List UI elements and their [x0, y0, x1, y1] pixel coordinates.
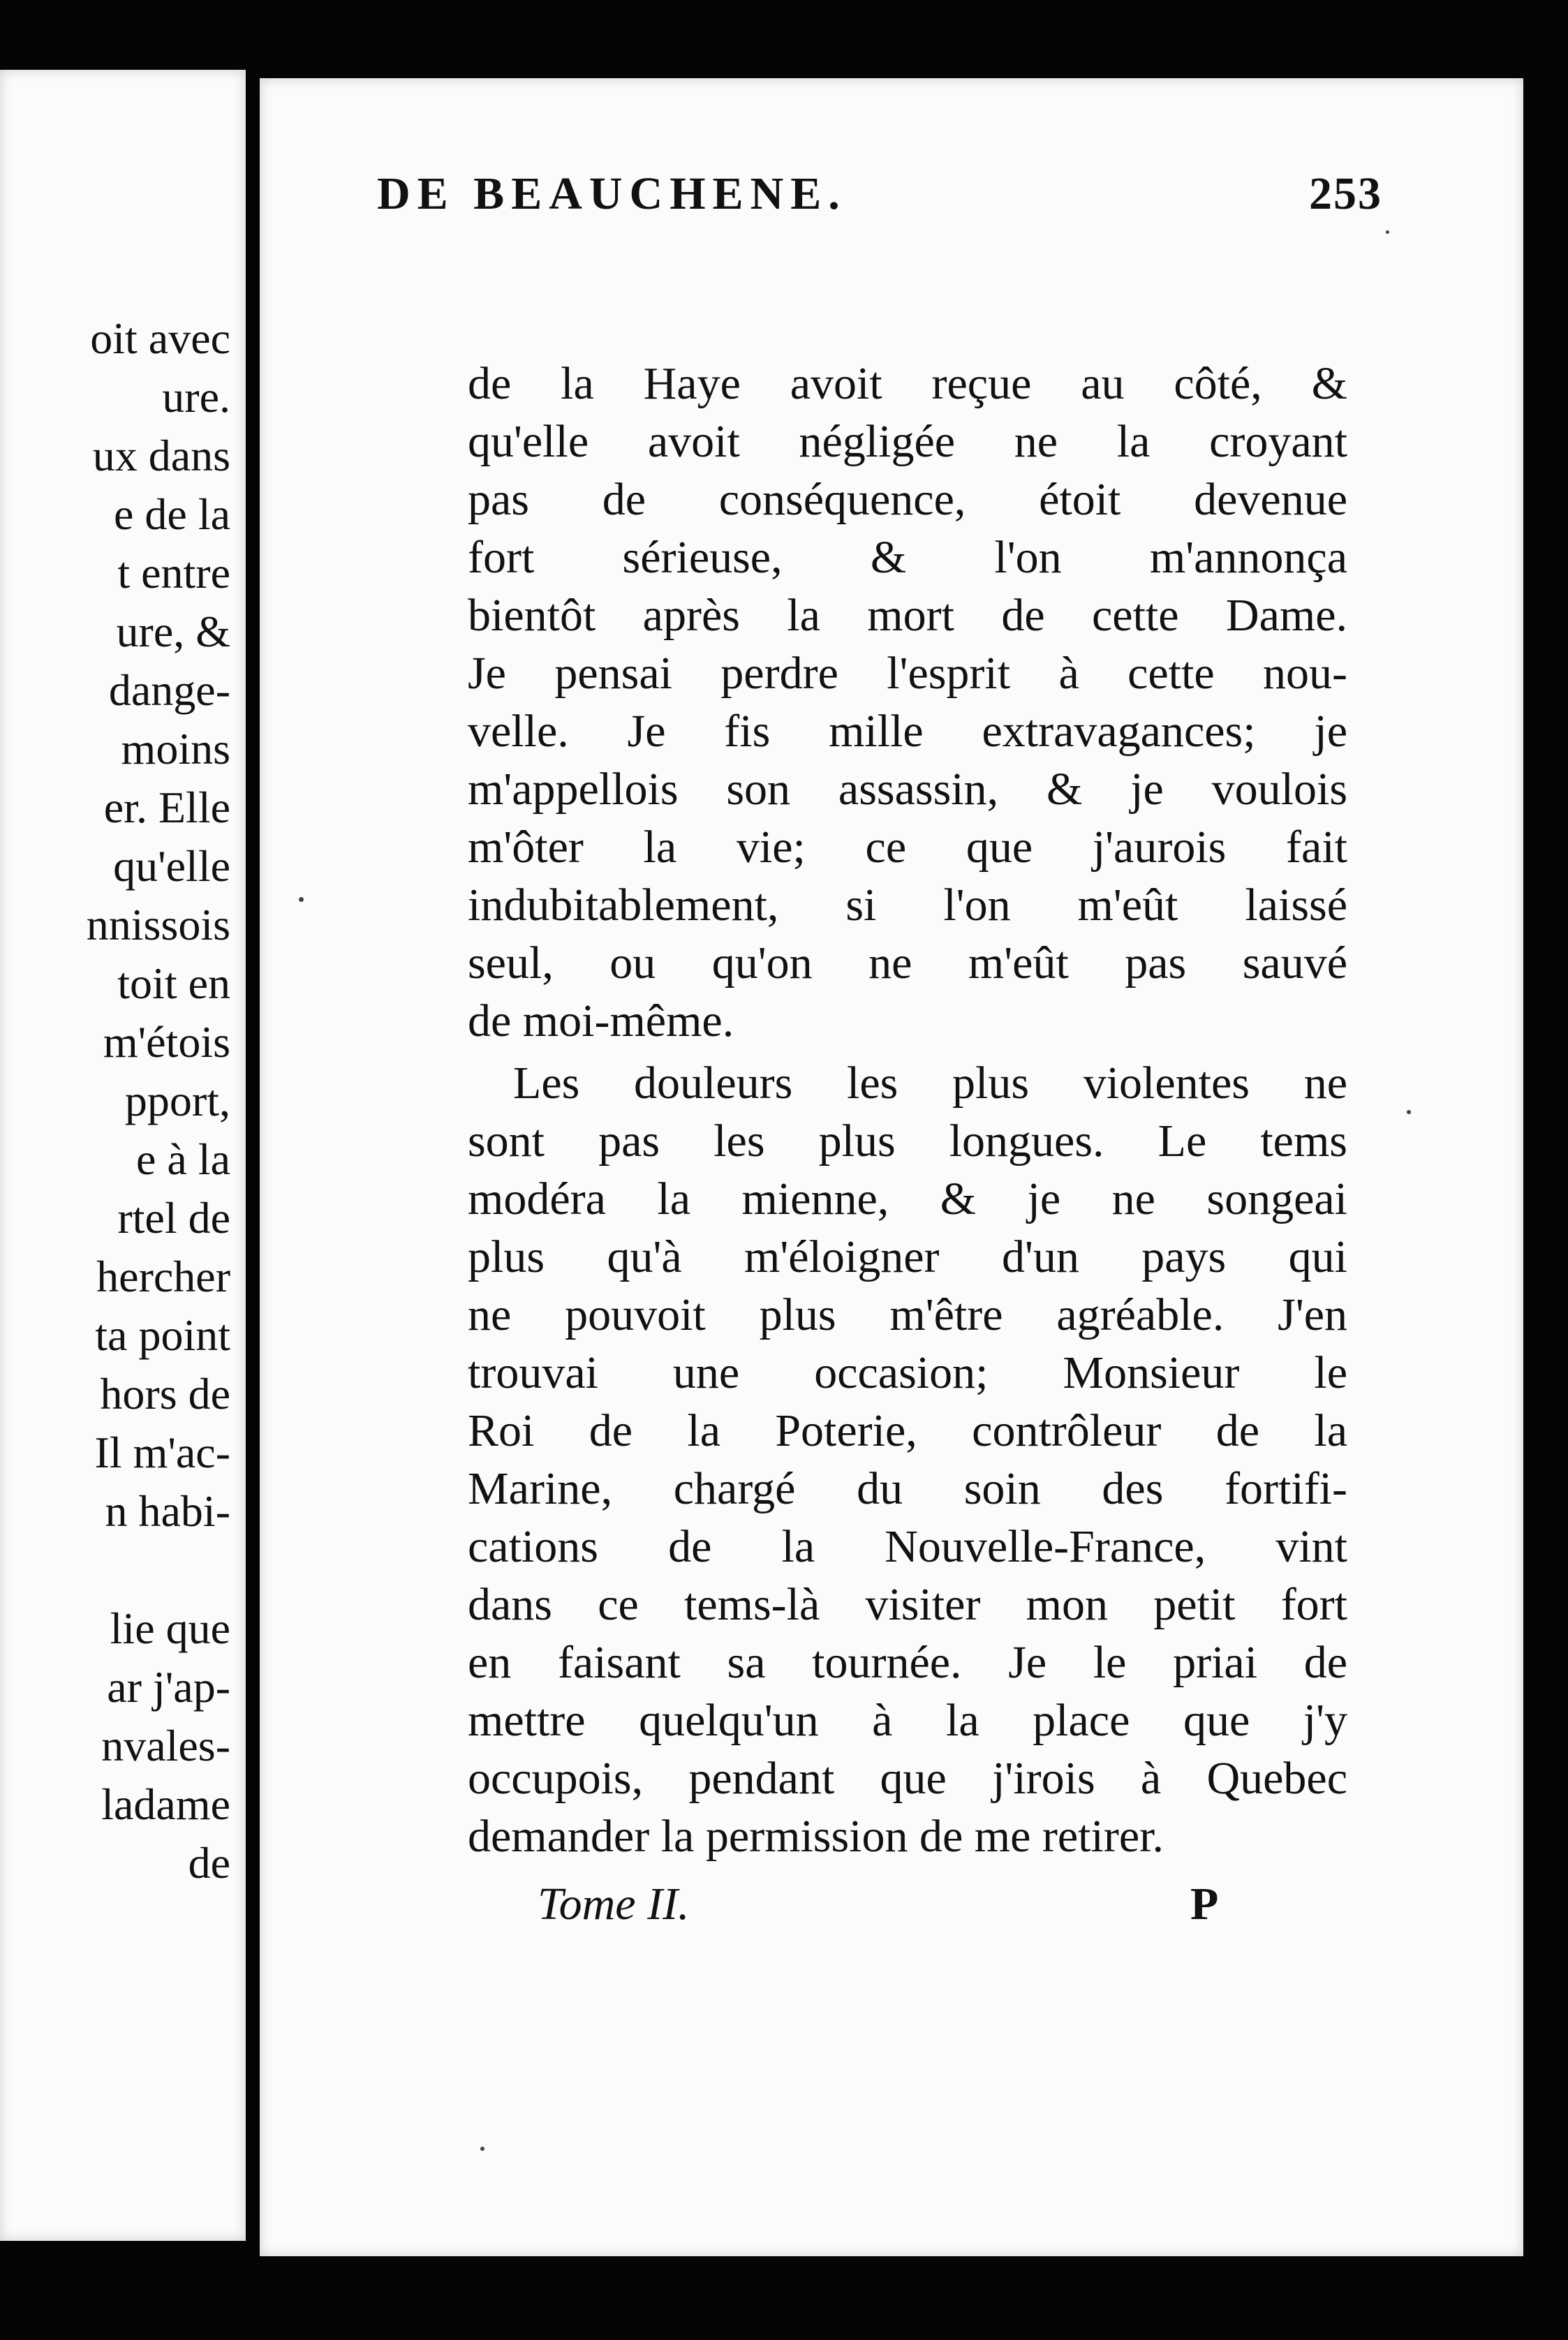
right-page-line: pas de conséquence, étoit devenue [468, 474, 1347, 525]
right-page-line: Marine, chargé du soin des fortifi- [468, 1463, 1347, 1514]
left-page-line: m'étois [103, 1017, 230, 1067]
right-page-line: dans ce tems-là visiter mon petit fort [468, 1579, 1347, 1630]
left-page-line: n habi- [105, 1486, 230, 1536]
right-page-line: Je pensai perdre l'esprit à cette nou- [468, 648, 1347, 699]
right-page-line: indubitablement, si l'on m'eût laissé [468, 880, 1347, 931]
page-number: 253 [1309, 168, 1382, 219]
left-page-line: t entre [117, 548, 230, 598]
right-page-line: fort sérieuse, & l'on m'annonça [468, 532, 1347, 583]
signature-tome: Tome II. [538, 1879, 690, 1930]
right-page-line: demander la permission de me retirer. [468, 1811, 1164, 1862]
right-page-line: seul, ou qu'on ne m'eût pas sauvé [468, 938, 1347, 988]
left-page-line: oit avec [90, 313, 230, 363]
left-page-line: nvales- [101, 1721, 230, 1770]
left-page-line: hercher [96, 1252, 230, 1301]
ink-speck [1386, 230, 1389, 234]
left-page-line: e à la [136, 1134, 230, 1184]
right-page-line: plus qu'à m'éloigner d'un pays qui [468, 1231, 1347, 1282]
right-page-line: de la Haye avoit reçue au côté, & [468, 358, 1347, 409]
left-page-line: ure, & [116, 607, 230, 656]
ink-speck [299, 897, 304, 902]
right-page-line: occupois, pendant que j'irois à Quebec [468, 1753, 1347, 1804]
left-page-line: ure. [162, 372, 230, 422]
right-page-line: modéra la mienne, & je ne songeai [468, 1173, 1347, 1224]
left-page-line: ar j'ap- [107, 1662, 230, 1712]
right-page-line: m'appellois son assassin, & je voulois [468, 764, 1347, 815]
right-page-line: Roi de la Poterie, contrôleur de la [468, 1405, 1347, 1456]
right-page-line: velle. Je fis mille extravagances; je [468, 706, 1347, 757]
right-page-line: Les douleurs les plus violentes ne [513, 1058, 1347, 1109]
running-head-title: DE BEAUCHENE. [377, 168, 847, 219]
running-head [377, 168, 1382, 221]
ink-speck [480, 2147, 485, 2151]
left-page-line: de [188, 1838, 230, 1888]
left-page-line: toit en [117, 958, 230, 1008]
right-page-line: mettre quelqu'un à la place que j'y [468, 1695, 1347, 1746]
right-page-line: qu'elle avoit négligée ne la croyant [468, 416, 1347, 467]
right-page-line: sont pas les plus longues. Le tems [468, 1116, 1347, 1167]
left-page-line: ladame [101, 1779, 230, 1829]
right-page-line: cations de la Nouvelle-France, vint [468, 1521, 1347, 1572]
left-page-line: hors de [100, 1369, 230, 1419]
ink-speck [1407, 1110, 1411, 1114]
right-page-line: en faisant sa tournée. Je le priai de [468, 1637, 1347, 1688]
left-page-line: ux dans [92, 431, 230, 480]
left-page-line: e de la [114, 489, 230, 539]
left-page-line: nnissois [86, 900, 230, 949]
left-page-line: dange- [108, 665, 230, 715]
right-page-line: bientôt après la mort de cette Dame. [468, 590, 1347, 641]
left-page-line: qu'elle [113, 841, 230, 891]
left-page-line: moins [121, 724, 230, 773]
right-page-line: de moi-même. [468, 995, 734, 1046]
right-page-line: ne pouvoit plus m'être agréable. J'en [468, 1289, 1347, 1340]
right-page-line: m'ôter la vie; ce que j'aurois fait [468, 822, 1347, 873]
left-page-line: rtel de [117, 1193, 230, 1243]
left-page-line: Il m'ac- [94, 1428, 230, 1477]
left-page-line: pport, [124, 1076, 230, 1125]
left-page-line: er. Elle [103, 783, 230, 832]
left-page-line: lie que [110, 1604, 230, 1653]
left-page-line: ta point [95, 1310, 230, 1360]
right-page-line: trouvai une occasion; Monsieur le [468, 1347, 1347, 1398]
signature-mark: P [1190, 1879, 1219, 1930]
